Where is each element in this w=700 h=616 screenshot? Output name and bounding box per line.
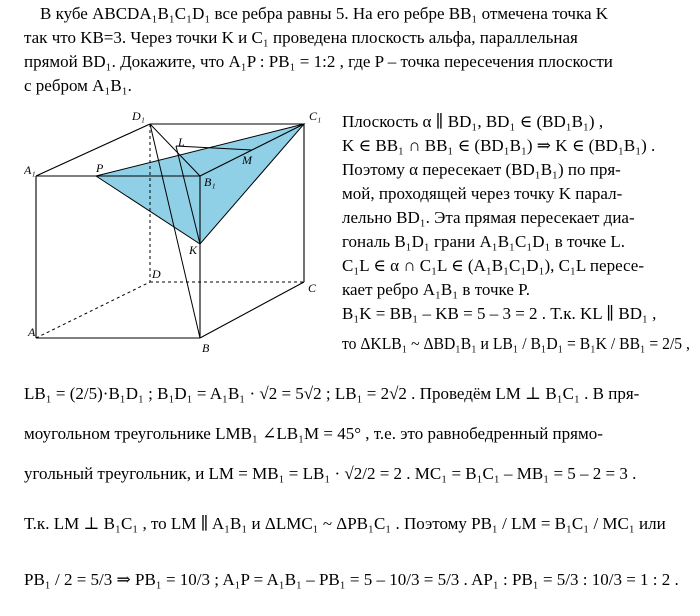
solution-full-1: LB₁ = (2/5)·B₁D₁ ; B₁D₁ = A₁B₁ · √2 = 5√2 ; LB₁ = 2√2 . Проведём LM ⊥ B₁C₁ . В пря-: [24, 384, 640, 403]
solution-row-8: кает ребро A₁B₁ в точке P.: [342, 280, 530, 299]
label-p: P: [96, 161, 104, 175]
solution-row-2: K ∈ BB₁ ∩ BB₁ ∈ (BD₁B₁) ⇒ K ∈ (BD₁B₁) .: [342, 136, 656, 155]
solution-row-6: гональ B₁D₁ грани A₁B₁C₁D₁ в точке L.: [342, 232, 626, 251]
label-m: M: [242, 153, 252, 167]
solution-full-3: угольный треугольник, и LM = MB₁ = LB₁ · √2/2 = 2 . MC₁ = B₁C₁ – MB₁ = 5 – 2 = 3 .: [24, 464, 637, 483]
edge-bc: [200, 282, 304, 338]
label-c: C: [308, 281, 317, 295]
solution-full-4: Т.к. LM ⊥ B₁C₁ , то LM ∥ A₁B₁ и ΔLMC₁ ~ ΔPB₁C₁ . Поэтому PB₁ / LM = B₁C₁ / MC₁ или: [24, 514, 666, 533]
problem-line-2: так что KB=3. Через точки K и C₁ проведена плоскость альфа, параллельная: [24, 28, 578, 47]
label-b: B: [202, 341, 210, 355]
label-a1: A₁: [24, 163, 36, 177]
label-c1: C₁: [309, 109, 322, 123]
label-b1: B₁: [204, 175, 216, 189]
solution-row-4: мой, проходящей через точку K парал-: [342, 184, 623, 203]
cube-svg: [24, 106, 340, 356]
edge-ad: [36, 282, 150, 338]
problem-line-4: с ребром A₁B₁.: [24, 76, 132, 95]
solution-row-3: Поэтому α пересекает (BD₁B₁) по пря-: [342, 160, 621, 179]
cube-figure: [24, 106, 340, 356]
label-k: K: [189, 243, 198, 257]
label-l: L: [178, 135, 185, 149]
label-a: A: [28, 325, 36, 339]
label-d: D: [152, 267, 161, 281]
problem-line-1: В кубе ABCDA₁B₁C₁D₁ все ребра равны 5. На его ребре BB₁ отмечена точка K: [40, 4, 609, 23]
solution-row-1: Плоскость α ∥ BD₁, BD₁ ∈ (BD₁B₁) ,: [342, 112, 604, 131]
solution-full-5: PB₁ / 2 = 5/3 ⇒ PB₁ = 10/3 ; A₁P = A₁B₁ – PB₁ = 5 – 10/3 = 5/3 . AP₁ : PB₁ = 5/3 : 10/3 = 1 : 2 .: [24, 570, 679, 589]
solution-full-2: моугольном треугольнике LMB₁ ∠LB₁M = 45° , т.е. это равнобедренный прямо-: [24, 424, 603, 443]
solution-row-9: B₁K = BB₁ – KB = 5 – 3 = 2 . Т.к. KL ∥ BD₁ ,: [342, 304, 657, 323]
solution-row-7: C₁L ∈ α ∩ C₁L ∈ (A₁B₁C₁D₁), C₁L пересе-: [342, 256, 644, 275]
solution-row-5: лельно BD₁. Эта прямая пересекает диа-: [342, 208, 635, 227]
label-d1: D₁: [132, 109, 145, 123]
problem-line-3: прямой BD₁. Докажите, что A₁P : PB₁ = 1:2 , где P – точка пересечения плоскости: [24, 52, 613, 71]
solution-row-10: то ΔKLB₁ ~ ΔBD₁B₁ и LB₁ / B₁D₁ = B₁K / BB₁ = 2/5 ,: [342, 334, 690, 353]
